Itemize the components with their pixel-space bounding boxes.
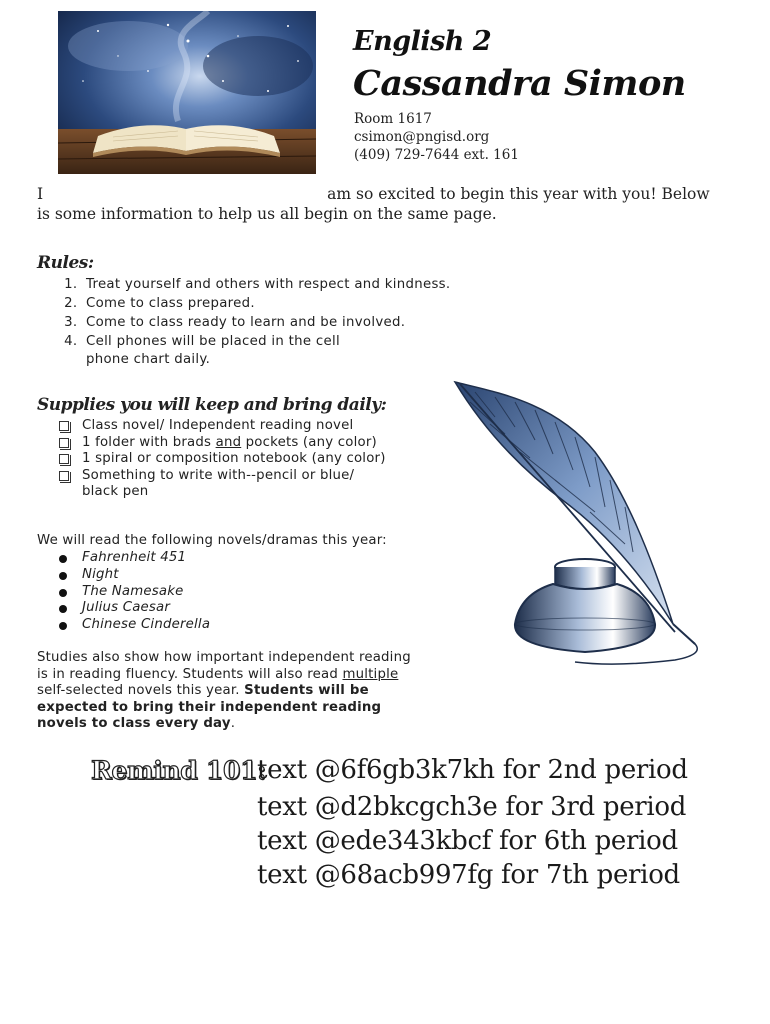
bullet-icon xyxy=(59,572,67,580)
supply-text: Something to write with--pencil or blue/ black pen xyxy=(82,467,355,499)
list-item xyxy=(37,600,210,617)
open-book-image xyxy=(58,11,316,174)
intro-text: am so excited to begin this year with you! Below is some information to help us all begin on the same page. xyxy=(37,185,710,223)
teacher-name: Cassandra Simon xyxy=(353,63,686,104)
checkbox-icon xyxy=(59,438,69,448)
supplies-list xyxy=(37,418,417,501)
studies-text: self-selected novels this year. xyxy=(37,683,245,699)
list-item xyxy=(37,468,392,501)
remind-code-line: text @68acb997fg for 7th period xyxy=(257,860,680,890)
course-title: English 2 xyxy=(353,26,492,57)
novel-title: Fahrenheit 451 xyxy=(82,550,187,565)
list-item: 1. Treat yourself and others with respect and kindness. xyxy=(82,276,502,294)
novels-intro: We will read the following novels/dramas this year: xyxy=(37,533,387,548)
list-item: 3. Come to class ready to learn and be involved. xyxy=(82,314,502,332)
studies-bold: Students will be expected to bring their independent reading novels to class every day xyxy=(37,683,382,732)
list-item xyxy=(37,584,210,601)
studies-underlined: multiple xyxy=(342,666,399,682)
supply-text: Class novel/ Independent reading novel xyxy=(82,418,354,433)
list-item xyxy=(37,567,210,584)
email-address[interactable]: csimon@pngisd.org xyxy=(354,129,490,145)
studies-text: Studies also show how important independent reading is in reading fluency. Students will also read xyxy=(37,650,411,682)
remind-code-line: text @6f6gb3k7kh for 2nd period xyxy=(257,755,688,785)
bullet-icon xyxy=(59,555,67,563)
supplies-heading: Supplies you will keep and bring daily: xyxy=(37,395,387,415)
list-item: 4. Cell phones will be placed in the cell phone chart daily. xyxy=(82,333,386,369)
studies-paragraph xyxy=(37,650,422,733)
novel-title: Chinese Cinderella xyxy=(82,617,211,633)
list-item xyxy=(37,550,210,567)
phone-number: (409) 729-7644 ext. 161 xyxy=(354,147,519,163)
list-item xyxy=(37,435,417,452)
list-item: 2. Come to class prepared. xyxy=(82,295,502,313)
remind-code-line: text @ede343kbcf for 6th period xyxy=(257,826,678,856)
rules-list xyxy=(37,276,502,370)
checkbox-icon xyxy=(59,454,69,464)
remind-label: Remind 101: xyxy=(91,756,267,785)
list-item xyxy=(37,418,417,435)
remind-code-line: text @d2bkcgch3e for 3rd period xyxy=(257,792,687,822)
supply-text: 1 spiral or composition notebook (any color) xyxy=(82,451,386,466)
novel-title: The Namesake xyxy=(82,583,184,599)
intro-prefix: I xyxy=(37,185,44,203)
list-item xyxy=(37,451,417,468)
quill-inkwell-image xyxy=(435,362,717,680)
supply-underlined: and xyxy=(215,434,242,450)
bullet-icon xyxy=(59,589,67,597)
bullet-icon xyxy=(59,605,67,613)
supply-text: 1 folder with brads xyxy=(82,434,216,450)
novel-title: Night xyxy=(82,566,119,582)
bullet-icon xyxy=(59,622,67,630)
checkbox-icon xyxy=(59,471,69,481)
novel-title: Julius Caesar xyxy=(82,600,171,616)
list-item xyxy=(37,617,210,634)
novels-list xyxy=(37,550,210,634)
intro-paragraph xyxy=(37,184,717,224)
supply-text-after: pockets (any color) xyxy=(241,434,377,450)
rules-heading: Rules: xyxy=(37,253,94,273)
studies-end: . xyxy=(230,716,236,732)
name-blank xyxy=(49,188,317,203)
checkbox-icon xyxy=(59,421,69,431)
room-number: Room 1617 xyxy=(354,111,432,127)
